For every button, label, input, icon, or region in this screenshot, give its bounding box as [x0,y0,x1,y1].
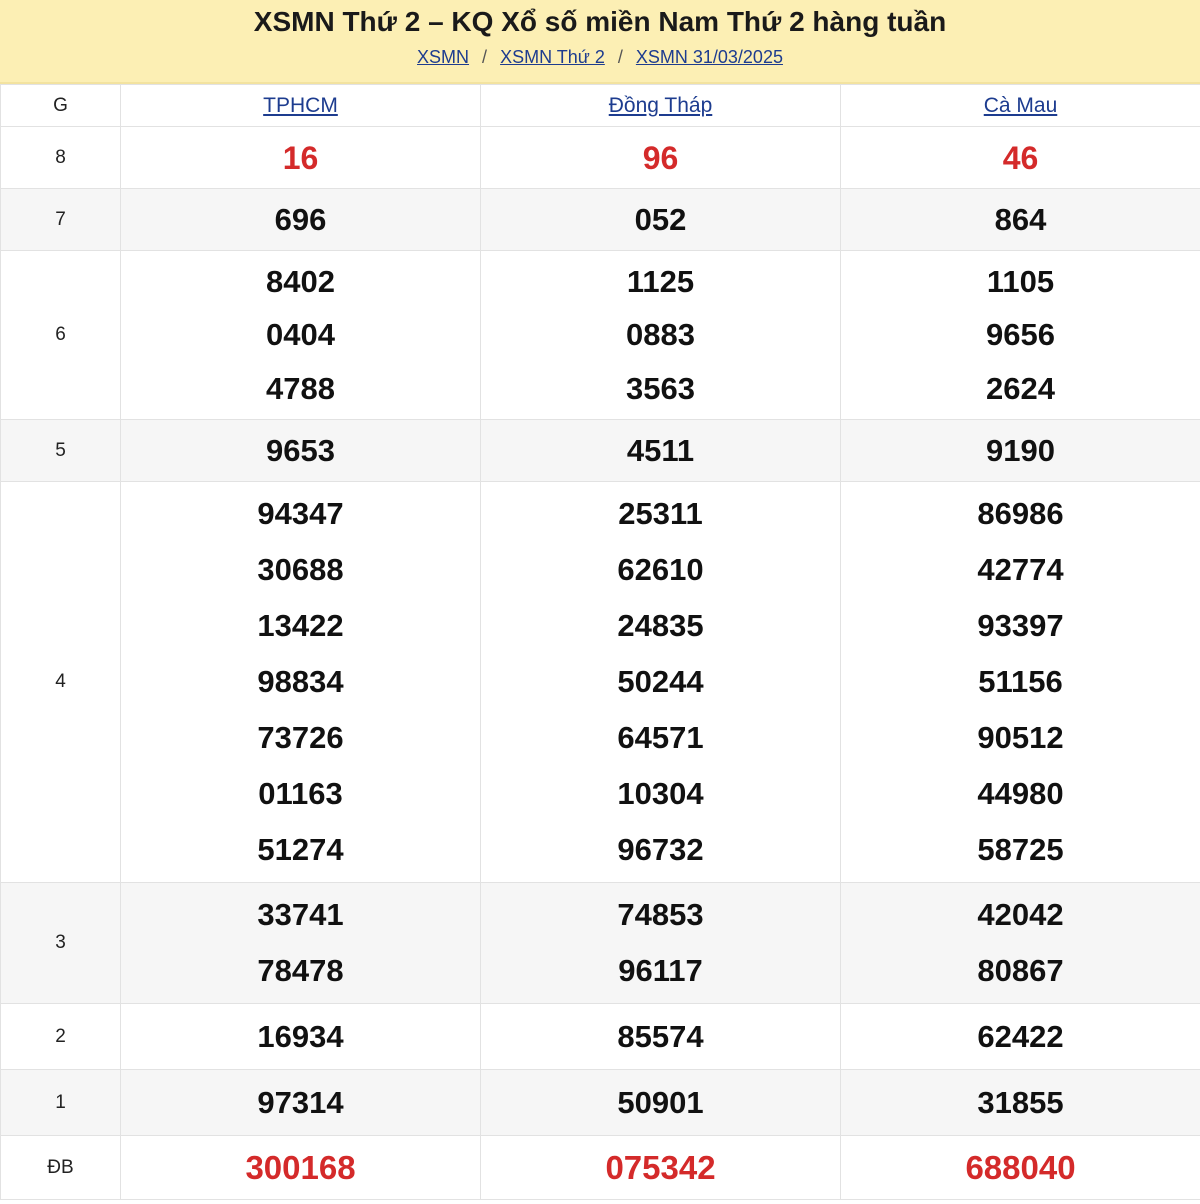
result-number: 0883 [626,317,695,353]
prize-label: 1 [1,1070,121,1136]
results-table [0,84,1200,1200]
prize-label: 6 [1,251,121,420]
result-cell [841,189,1200,251]
prize-row-7 [1,189,1200,251]
result-number: 8402 [266,263,335,299]
breadcrumb-link-xsmn-thu-2[interactable]: XSMN Thứ 2 [500,47,605,67]
result-number: 58725 [977,832,1064,867]
result-number: 01163 [258,776,343,811]
result-cell [841,251,1200,420]
prize-label: 8 [1,127,121,189]
result-number: 9653 [266,432,335,468]
special-prize-number: 300168 [245,1148,356,1186]
result-cell [841,1004,1200,1070]
result-cell [841,482,1200,883]
result-number: 696 [274,201,327,237]
prize-row-6 [1,251,1200,420]
result-cell [481,482,841,883]
result-number: 96117 [618,953,703,988]
province-link-ca-mau[interactable]: Cà Mau [983,93,1058,117]
result-number: 4788 [266,370,335,406]
result-cell [121,420,481,482]
result-number: 46 [1002,139,1039,176]
result-number: 80867 [977,953,1064,988]
result-number: 9656 [986,317,1055,353]
result-number: 44980 [977,776,1064,811]
province-header-dong-thap [481,85,841,127]
prize-row-8 [1,127,1200,189]
result-cell [481,1070,841,1136]
result-number: 94347 [257,496,344,531]
prize-label: 3 [1,883,121,1004]
result-cell [481,251,841,420]
result-number: 64571 [617,720,704,755]
result-number: 0404 [266,317,335,353]
result-number: 25311 [618,496,703,531]
result-number: 90512 [977,720,1064,755]
province-link-dong-thap[interactable]: Đồng Tháp [608,93,713,117]
result-number: 51274 [257,832,344,867]
result-cell [481,127,841,189]
result-cell [841,1070,1200,1136]
breadcrumb-separator: / [617,47,623,67]
province-link-tphcm[interactable]: TPHCM [263,93,338,117]
result-number: 73726 [257,720,344,755]
prize-row-special [1,1136,1200,1200]
result-number: 3563 [626,370,695,406]
result-cell [121,482,481,883]
result-number: 78478 [257,953,344,988]
result-number: 42774 [977,552,1064,587]
special-prize-number: 688040 [965,1148,1076,1186]
result-number: 9190 [986,432,1055,468]
result-number: 96 [642,139,679,176]
result-cell [841,420,1200,482]
result-number: 10304 [617,776,704,811]
result-cell [841,883,1200,1004]
result-number: 24835 [617,608,704,643]
prize-row-4 [1,482,1200,883]
result-number: 13422 [257,608,344,643]
result-cell [481,189,841,251]
result-number: 85574 [617,1018,704,1054]
result-cell [481,883,841,1004]
breadcrumb-link-xsmn[interactable]: XSMN [417,47,470,67]
prize-row-5 [1,420,1200,482]
page-header [0,0,1200,84]
result-number: 1105 [986,263,1055,299]
result-cell [481,1136,841,1200]
result-cell [121,251,481,420]
result-number: 86986 [977,496,1064,531]
prize-row-3 [1,883,1200,1004]
result-number: 50244 [617,664,704,699]
result-number: 62610 [617,552,704,587]
result-number: 30688 [257,552,344,587]
breadcrumb-link-date[interactable]: XSMN 31/03/2025 [635,47,783,67]
result-cell [841,127,1200,189]
prize-label: 5 [1,420,121,482]
prize-row-2 [1,1004,1200,1070]
result-number: 31855 [977,1084,1064,1120]
result-number: 93397 [977,608,1064,643]
province-header-tphcm [121,85,481,127]
result-number: 50901 [617,1084,704,1120]
prize-row-1 [1,1070,1200,1136]
province-header-ca-mau [841,85,1200,127]
result-cell [121,1004,481,1070]
prize-label: 4 [1,482,121,883]
result-number: 98834 [257,664,344,699]
result-number: 4511 [626,432,695,468]
result-number: 96732 [617,832,704,867]
result-number: 16934 [257,1018,344,1054]
prize-label: 2 [1,1004,121,1070]
result-cell [121,1070,481,1136]
breadcrumb [0,45,1200,69]
result-number: 2624 [986,370,1055,406]
prize-label: 7 [1,189,121,251]
result-number: 052 [634,201,687,237]
result-number: 16 [282,139,319,176]
result-number: 62422 [977,1018,1064,1054]
result-cell [121,127,481,189]
result-cell [121,883,481,1004]
result-number: 97314 [257,1084,344,1120]
result-cell [121,1136,481,1200]
prize-column-header: G [1,85,121,127]
prize-label: ĐB [1,1136,121,1200]
result-cell [481,1004,841,1070]
page-title: XSMN Thứ 2 – KQ Xổ số miền Nam Thứ 2 hàng tuần [253,6,947,37]
result-number: 51156 [978,664,1063,699]
breadcrumb-separator: / [482,47,488,67]
special-prize-number: 075342 [605,1148,716,1186]
result-number: 1125 [626,263,695,299]
table-header-row [1,85,1200,127]
result-cell [841,1136,1200,1200]
result-number: 864 [994,201,1047,237]
result-number: 42042 [977,897,1064,932]
result-number: 33741 [257,897,344,932]
result-cell [481,420,841,482]
result-cell [121,189,481,251]
result-number: 74853 [617,897,704,932]
